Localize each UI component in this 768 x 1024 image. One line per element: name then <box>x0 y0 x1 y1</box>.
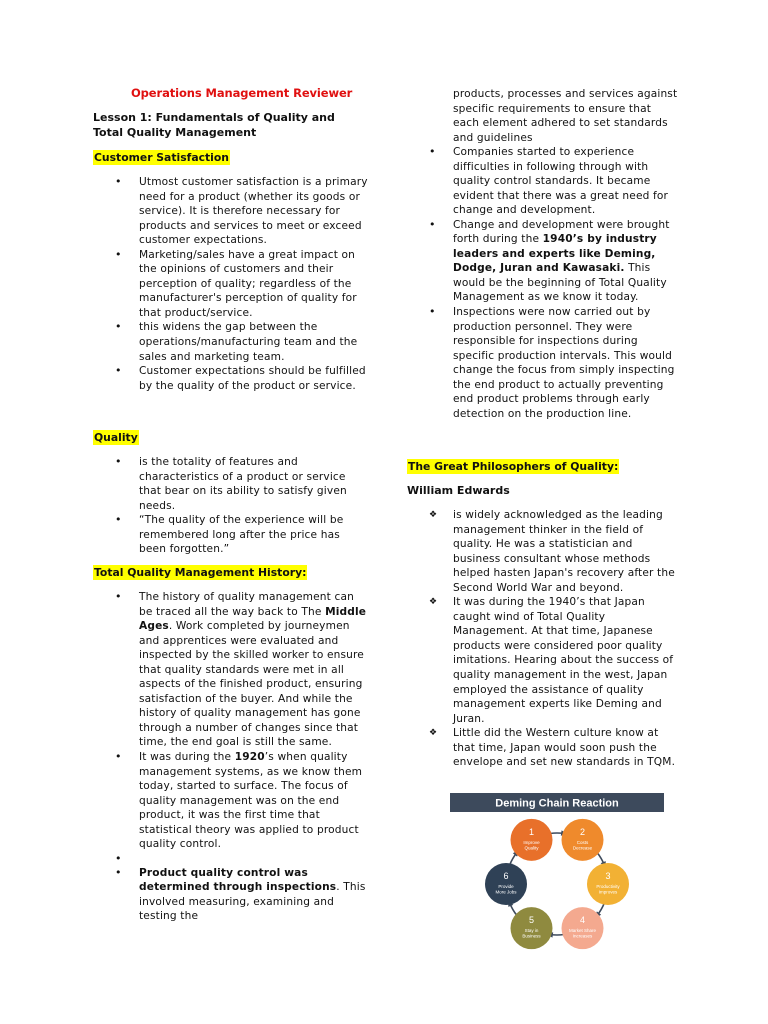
quality-list <box>139 455 365 557</box>
chain-node-label: Improves <box>598 889 618 895</box>
tqm-history-list <box>139 590 367 924</box>
section-heading-tqm-history: Total Quality Management History: <box>94 566 307 579</box>
chain-node-number: 5 <box>528 915 535 926</box>
diagram-title: Deming Chain Reaction <box>495 797 619 810</box>
list-item: • Product quality control was determined through inspections. This involved measuring, examining and testing the <box>139 866 367 924</box>
chain-node-number: 4 <box>579 915 586 926</box>
lesson-heading: Lesson 1: Fundamentals of Quality and Total Quality Management <box>93 111 335 139</box>
list-item: ❖ Little did the Western culture know at that time, Japan would soon push the envelope and set new standards in TQM. <box>453 726 679 770</box>
continued-paragraph: products, processes and services against specific requirements to ensure that each element adhered to set standards and guidelines <box>453 88 678 144</box>
list-item: • Customer expectations should be fulfilled by the quality of the product or service. <box>139 364 369 393</box>
list-item: • “The quality of the experience will be remembered long after the price has been forgotten.” <box>139 513 365 557</box>
chain-node-number: 3 <box>605 871 611 881</box>
spacer <box>139 852 367 866</box>
list-item: • Companies started to experience difficulties in following through with quality control standards. It became evident that there was a great need for change and development. <box>453 145 679 218</box>
list-item: • It was during the 1920’s when quality management systems, as we know them today, started to surface. The focus of quality management was on the end product, it was the first time that statistical theory was applied to product quality control. <box>139 750 367 852</box>
chain-node-number: 6 <box>503 871 509 881</box>
chain-node-label: Quality <box>524 845 539 851</box>
chain-node-label: Decrease <box>572 845 593 851</box>
list-item: • is the totality of features and characteristics of a product or service that bear on its ability to satisfy given needs. <box>139 455 365 513</box>
list-item: ❖ It was during the 1940’s that Japan caught wind of Total Quality Management. At that time, Japanese products were considered poor quality imitations. Hearing about the success of quality management in the west, Japan employed the assistance of quality management experts like Deming and Juran. <box>453 595 679 726</box>
chain-node-number: 2 <box>579 826 586 837</box>
list-item: • Utmost customer satisfaction is a primary need for a product (whether its goods or service). It is therefore necessary for products and services to meet or exceed customer expectations. <box>139 175 369 248</box>
list-item: ❖ is widely acknowledged as the leading management thinker in the field of quality. He was a statistician and business consultant whose methods helped hasten Japan's recovery after the Second World War and beyond. <box>453 508 679 595</box>
chain-node-label: Stay in <box>524 928 539 934</box>
list-item: • Inspections were now carried out by production personnel. They were responsible for inspections during specific production intervals. This would change the focus from simply inspecting the end product to actually preventing end product problems through early detection on the production line. <box>453 305 679 421</box>
chain-node-number: 1 <box>528 826 535 837</box>
list-item: • Marketing/sales have a great impact on the opinions of customers and their perception of quality; regardless of the manufacturer's perception of quality for that product/service. <box>139 248 369 321</box>
chain-node-label: Market Share <box>568 928 597 934</box>
chain-node-label: Improve <box>523 839 540 845</box>
chain-node-label: Increases <box>572 933 593 939</box>
deming-chain-diagram <box>450 793 664 955</box>
philosopher-list <box>453 508 679 770</box>
document-title: Operations Management Reviewer <box>131 86 353 100</box>
chain-node-label: Costs <box>576 839 589 845</box>
philosopher-name: William Edwards <box>407 484 510 497</box>
section-heading-philosophers: The Great Philosophers of Quality: <box>408 460 619 473</box>
right-history-list <box>453 145 679 421</box>
list-item: • this widens the gap between the operations/manufacturing team and the sales and marketing team. <box>139 320 369 364</box>
chain-node-label: Business <box>522 933 541 939</box>
chain-node-label: Productivity <box>596 884 620 889</box>
list-item: • The history of quality management can be traced all the way back to The Middle Ages. Work completed by journeymen and apprentices were evaluated and inspected by the skilled worker to ensure that quality standards were met in all aspects of the finished product, ensuring satisfaction of the buyer. And while the history of quality management has gone through a number of changes since that time, the end goal is still the same. <box>139 590 367 750</box>
section-heading-customer-satisfaction: Customer Satisfaction <box>94 151 229 164</box>
chain-node-label: Provide <box>498 884 514 889</box>
section-heading-quality: Quality <box>94 431 138 444</box>
list-item: • Change and development were brought forth during the 1940’s by industry leaders and experts like Deming, Dodge, Juran and Kawasaki. This would be the beginning of Total Quality Management as we know it today. <box>453 218 679 305</box>
chain-node-label: More Jobs <box>495 889 517 895</box>
customer-satisfaction-list <box>139 175 369 393</box>
